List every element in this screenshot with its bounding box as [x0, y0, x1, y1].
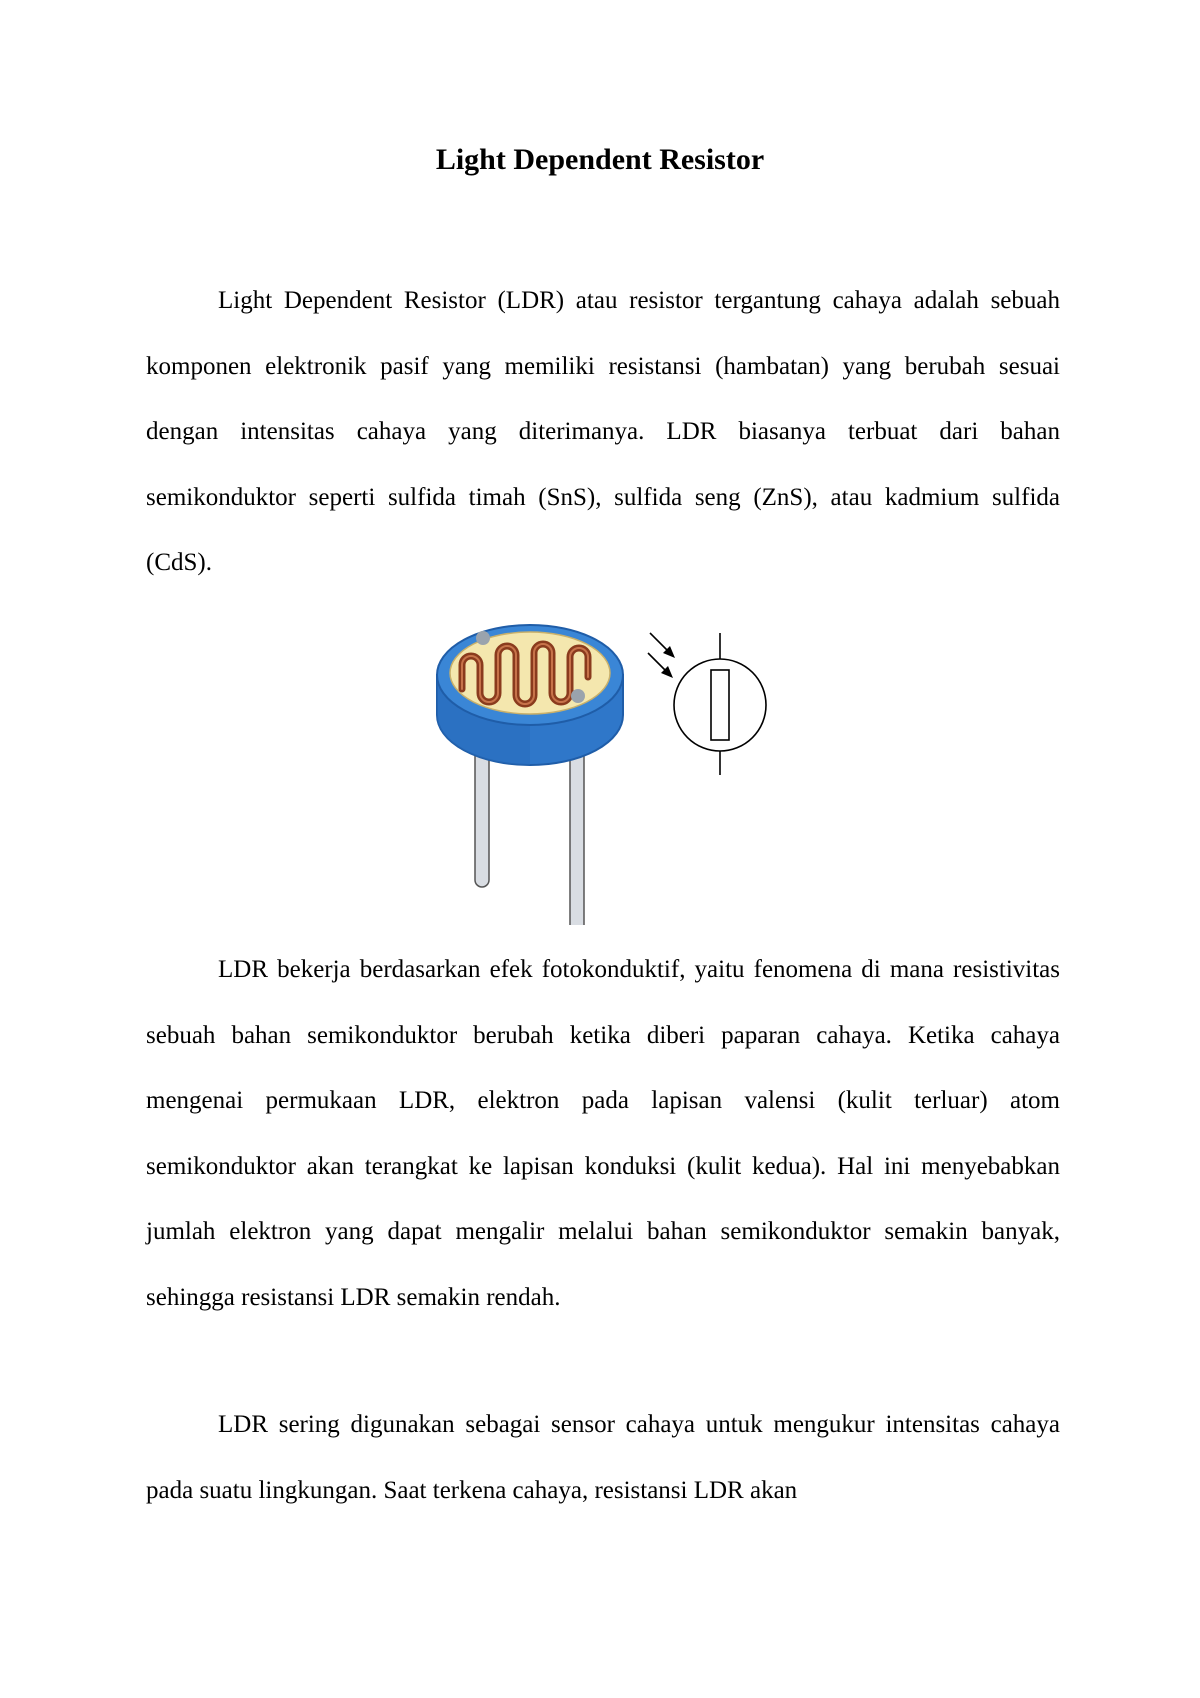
ldr-component-icon	[437, 625, 623, 925]
paragraph-intro: Light Dependent Resistor (LDR) atau resistor tergantung cahaya adalah sebuah komponen elektronik pasif yang memiliki resistansi (hambatan) yang berubah sesuai dengan intensitas cahaya yang diterimanya. LDR biasanya terbuat dari bahan semikonduktor seperti sulfida timah (SnS), sulfida seng (ZnS), atau kadmium sulfida (CdS).	[146, 287, 1060, 576]
document-title: Light Dependent Resistor	[435, 143, 765, 176]
ldr-figure	[420, 615, 780, 925]
paragraph-applications: LDR sering digunakan sebagai sensor cahaya untuk mengukur intensitas cahaya pada suatu lingkungan. Saat terkena cahaya, resistansi LDR akan	[146, 1411, 1060, 1504]
ldr-circuit-symbol-icon	[648, 633, 766, 775]
paragraph-working-principle: LDR bekerja berdasarkan efek fotokonduktif, yaitu fenomena di mana resistivitas sebuah bahan semikonduktor berubah ketika diberi paparan cahaya. Ketika cahaya mengenai permukaan LDR, elektron pada lapisan valensi (kulit terluar) atom semikonduktor akan terangkat ke lapisan konduksi (kulit kedua). Hal ini menyebabkan jumlah elektron yang dapat mengalir melalui bahan semikonduktor semakin banyak, sehingga resistansi LDR semakin rendah.	[146, 956, 1060, 1311]
